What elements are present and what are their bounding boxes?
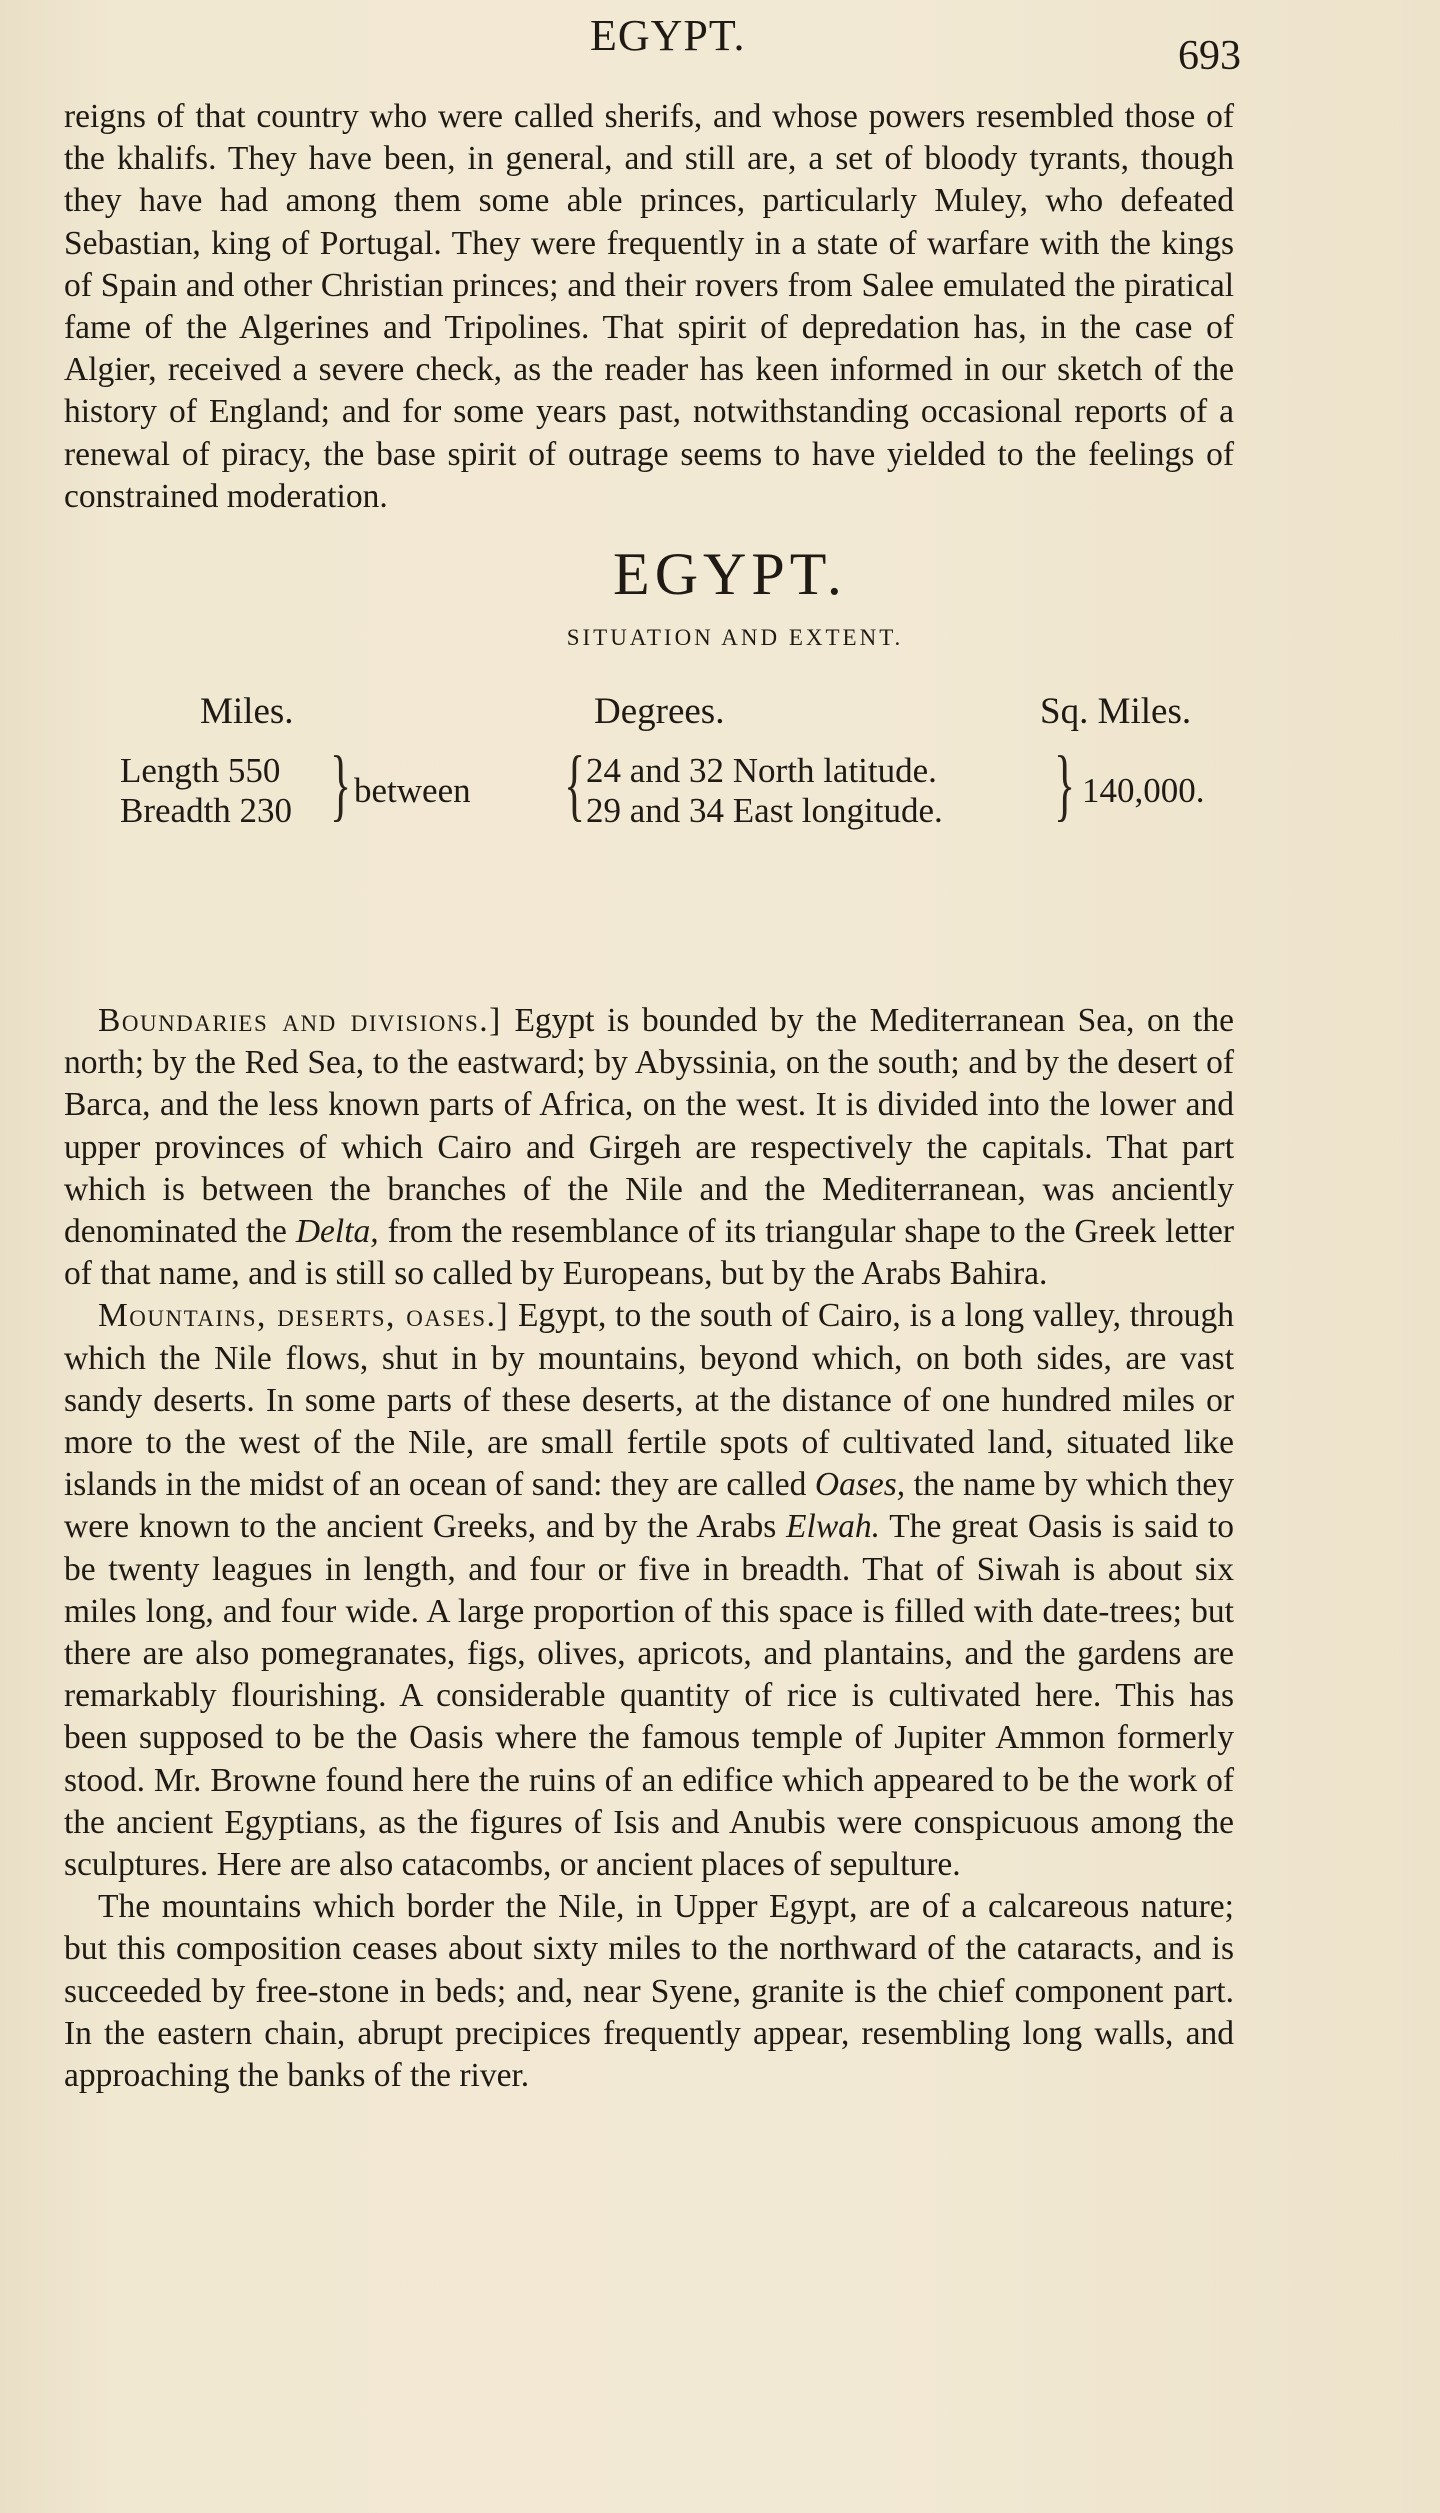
header-sq-miles: Sq. Miles. (1040, 691, 1192, 732)
brace-right-icon: } (330, 741, 352, 829)
between-cell: between (354, 771, 471, 810)
area-cell: 140,000. (1082, 771, 1205, 810)
section-subtitle: SITUATION AND EXTENT. (566, 625, 904, 650)
section-title: EGYPT. (613, 541, 847, 607)
boundaries-heading: Boundaries and divisions.] (98, 1002, 502, 1039)
main-text (64, 1000, 1234, 2097)
latitude-cell: 24 and 32 North latitude. (586, 751, 937, 790)
running-title: EGYPT. (590, 11, 746, 60)
running-head (0, 10, 1440, 80)
elwah-term: Elwah. (786, 1508, 881, 1546)
header-miles: Miles. (200, 691, 294, 732)
delta-term: Delta, (295, 1213, 379, 1251)
boundaries-text-2: from the resemblance of its triangular shape to the Greek letter of that name, and is still so called by Europeans, but by the Arabs Bahira. (64, 1213, 1234, 1293)
mountains-heading: Mountains, deserts, oases.] (98, 1297, 510, 1335)
brace-left-icon: { (564, 741, 586, 829)
page-number: 693 (1178, 33, 1241, 79)
oases-term: Oases, (814, 1466, 906, 1504)
brace-right-icon: } (1054, 741, 1076, 829)
length-cell: Length 550 (120, 751, 281, 790)
header-degrees: Degrees. (594, 691, 725, 732)
mountains-text-2: the name by which they were known to the ancient Greeks, and by the Arabs (64, 1466, 1234, 1546)
opening-paragraph: reigns of that country who were called sherifs, and whose powers resembled those of the khalifs. They have been, in general, and still are, a set of bloody tyrants, though they have had among them some able princes, particularly Muley, who defeated Sebastian, king of Portugal. They were frequently in a state of warfare with the kings of Spain and other Christian princes; and their rovers from Salee emulated the piratical fame of the Algerines and Tripolines. That spirit of depredation has, in the case of Algier, received a severe check, as the reader has keen informed in our sketch of the history of England; and for some years past, notwithstanding occasional reports of a renewal of piracy, the base spirit of outrage seems to have yielded to the feelings of constrained moderation. (64, 98, 1234, 515)
closing-paragraph: The mountains which border the Nile, in Upper Egypt, are of a calcareous nature; but this composition ceases about sixty miles to the northward of the cataracts, and is succeeded by free-stone in beds; and, near Syene, granite is the chief component part. In the eastern chain, abrupt precipices frequently appear, resembling long walls, and approaching the banks of the river. (64, 1888, 1234, 2095)
mountains-paragraph (64, 1295, 1234, 1886)
mountains-text-3: The great Oasis is said to be twenty leagues in length, and four or five in breadth. That of Siwah is about six miles long, and four wide. A large proportion of this space is filled with date-trees; but there are also pomegranates, figs, olives, apricots, and plantains, and the gardens are remarkably flourishing. A considerable quantity of rice is cultivated here. This has been supposed to be the Oasis where the famous temple of Jupiter Ammon formerly stood. Mr. Browne found here the ruins of an edifice which appeared to be the work of the ancient Egyptians, as the figures of Isis and Anubis were conspicuous among the sculptures. Here are also catacombs, or ancient places of sepulture. (64, 1508, 1234, 1884)
boundaries-text-1: Egypt is bounded by the Mediterranean Sea, on the north; by the Red Sea, to the eastward; by Abyssinia, on the south; and by the desert of Barca, and the less known parts of Africa, on the west. It is divided into the lower and upper provinces of which Cairo and Girgeh are respectively the capitals. That part which is between the branches of the Nile and the Mediterranean, was anciently denominated the (64, 1002, 1234, 1251)
mountains-text-1: Egypt, to the south of Cairo, is a long valley, through which the Nile flows, shut in by mountains, beyond which, on both sides, are vast sandy deserts. In some parts of these deserts, at the distance of one hundred miles or more to the west of the Nile, are small fertile spots of cultivated land, situated like islands in the midst of an ocean of sand: they are called (64, 1297, 1235, 1504)
extent-table (64, 690, 1234, 940)
breadth-cell: Breadth 230 (120, 791, 293, 830)
longitude-cell: 29 and 34 East longitude. (586, 791, 943, 830)
boundaries-paragraph (64, 1000, 1234, 1295)
opening-text (64, 96, 1234, 518)
